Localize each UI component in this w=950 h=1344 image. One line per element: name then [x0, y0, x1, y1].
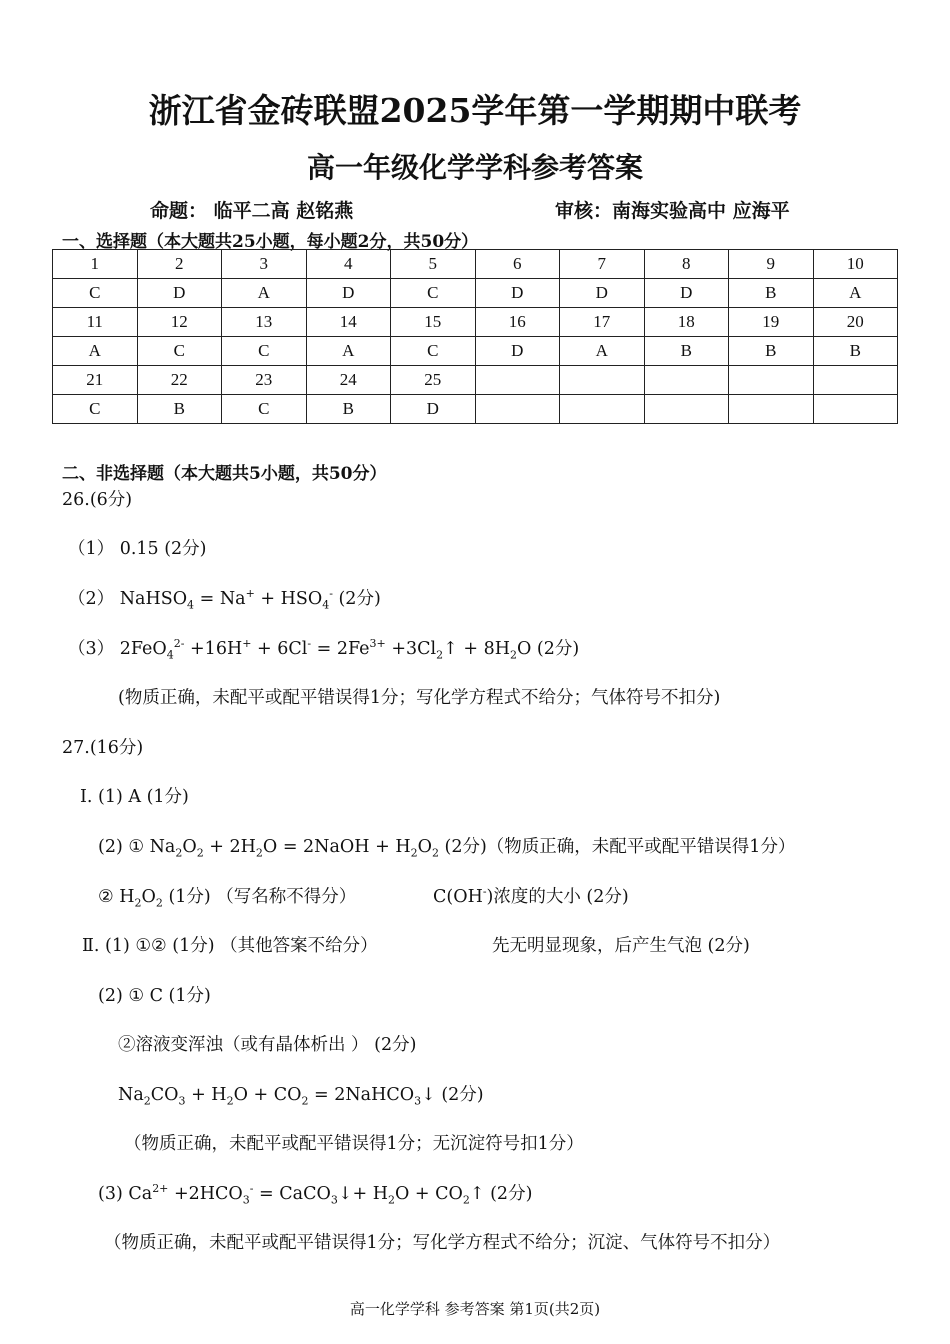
answer-cell: D — [137, 279, 222, 308]
q26-answer-3: （3） $2FeO_4^{2-} +16H^+ + 6Cl^- = 2Fe^{3+}$ $+3Cl_2↑ + 8H_2O$ (2分) — [68, 637, 580, 662]
page-footer: 高一化学学科 参考答案 第1页(共2页) — [349, 1300, 601, 1318]
answer-cell — [560, 395, 645, 424]
question-number-cell — [813, 366, 898, 395]
question-number-cell — [560, 366, 645, 395]
question-number-cell: 6 — [475, 250, 560, 279]
q27-part1-2b-right: C(OH-)浓度的大小 (2分) — [433, 885, 629, 907]
q27-part1-2b: ② $H_2O_2$ (1分) （写名称不得分） — [98, 887, 357, 910]
q27-part2-2c: $Na_2CO_3 + H_2O + CO_2$ = 2NaHCO$_3$↓ (2分) — [118, 1085, 484, 1108]
question-number-cell: 20 — [813, 308, 898, 337]
question-number-cell: 8 — [644, 250, 729, 279]
answer-cell: C — [222, 395, 307, 424]
question-number-cell: 14 — [306, 308, 391, 337]
q27-part2-2b: ②溶液变浑浊（或有晶体析出 ） (2分) — [118, 1035, 417, 1055]
question-number-cell: 12 — [137, 308, 222, 337]
answer-cell: C — [137, 337, 222, 366]
question-number-cell: 19 — [729, 308, 814, 337]
answer-cell — [729, 395, 814, 424]
q27-label: 27.(16分) — [62, 738, 144, 758]
answer-cell — [644, 395, 729, 424]
answer-cell: B — [306, 395, 391, 424]
q27-part2-2-note: （物质正确，未配平或配平错误得1分；无沉淀符号扣1分） — [124, 1134, 584, 1154]
q27-part2-1: Ⅱ. (1) ①② (1分) （其他答案不给分） — [82, 936, 378, 956]
answer-cell: D — [306, 279, 391, 308]
q26-note: (物质正确，未配平或配平错误得1分；写化学方程式不给分；气体符号不扣分) — [118, 688, 721, 708]
answer-cell: C — [222, 337, 307, 366]
question-number-cell: 18 — [644, 308, 729, 337]
answer-cell: A — [306, 337, 391, 366]
document-title: 浙江省金砖联盟2025学年第一学期期中联考 — [148, 91, 802, 130]
question-number-cell: 21 — [53, 366, 138, 395]
question-number-cell — [475, 366, 560, 395]
question-number-cell: 7 — [560, 250, 645, 279]
question-number-cell: 13 — [222, 308, 307, 337]
answer-row — [53, 337, 898, 366]
question-number-cell: 4 — [306, 250, 391, 279]
answer-cell: B — [729, 337, 814, 366]
answer-cell: B — [813, 337, 898, 366]
answer-cell: C — [391, 279, 476, 308]
answer-cell: B — [137, 395, 222, 424]
question-number-row — [53, 250, 898, 279]
author-line: 命题： 临平二高 赵铭燕 — [150, 200, 354, 222]
answer-row — [53, 279, 898, 308]
answer-cell: B — [644, 337, 729, 366]
question-number-cell: 24 — [306, 366, 391, 395]
question-number-cell: 15 — [391, 308, 476, 337]
answer-cell: D — [391, 395, 476, 424]
question-number-cell: 10 — [813, 250, 898, 279]
section1-heading: 一、选择题（本大题共25小题，每小题2分，共50分） — [62, 232, 479, 252]
question-number-cell: 2 — [137, 250, 222, 279]
answer-table — [52, 249, 898, 424]
answer-row — [53, 395, 898, 424]
question-number-cell: 1 — [53, 250, 138, 279]
question-number-cell — [644, 366, 729, 395]
q26-answer-2: （2） NaHSO$_4$ = $Na^+ + HSO_4^-$ (2分) — [68, 587, 381, 612]
q27-part1-1: Ⅰ. (1) A (1分) — [80, 787, 189, 807]
question-number-cell: 23 — [222, 366, 307, 395]
answer-cell: D — [475, 279, 560, 308]
q27-part2-2: (2) ① C (1分) — [98, 986, 211, 1006]
answer-cell: C — [53, 395, 138, 424]
q26-answer-1: （1） 0.15 (2分) — [68, 539, 207, 559]
question-number-cell: 5 — [391, 250, 476, 279]
answer-cell: C — [391, 337, 476, 366]
answer-cell — [813, 395, 898, 424]
q27-part2-1-right: 先无明显现象，后产生气泡 (2分) — [492, 936, 750, 956]
question-number-row — [53, 308, 898, 337]
question-number-cell: 17 — [560, 308, 645, 337]
document-subtitle: 高一年级化学学科参考答案 — [306, 151, 643, 184]
q27-part2-3: (3) $Ca^{2+} +2HCO_3^-$ = CaCO$_3$↓+ $H_2O$ + $CO_2↑$ (2分) — [98, 1182, 533, 1207]
question-number-cell: 11 — [53, 308, 138, 337]
question-number-cell — [729, 366, 814, 395]
question-number-cell: 22 — [137, 366, 222, 395]
question-number-cell: 9 — [729, 250, 814, 279]
question-number-cell: 3 — [222, 250, 307, 279]
q26-label: 26.(6分) — [62, 490, 133, 510]
answer-cell: D — [475, 337, 560, 366]
answer-cell: D — [644, 279, 729, 308]
question-number-row — [53, 366, 898, 395]
answer-cell: A — [222, 279, 307, 308]
question-number-cell: 25 — [391, 366, 476, 395]
answer-cell: D — [560, 279, 645, 308]
answer-cell: A — [560, 337, 645, 366]
reviewer-line: 审核：南海实验高中 应海平 — [555, 200, 790, 222]
answer-cell — [475, 395, 560, 424]
section2-heading: 二、非选择题（本大题共5小题，共50分） — [62, 464, 387, 484]
answer-cell: C — [53, 279, 138, 308]
answer-cell: B — [729, 279, 814, 308]
answer-cell: A — [813, 279, 898, 308]
q27-part1-2: (2) ① $Na_2O_2 + 2H_2O$ = 2NaOH + $H_2O_2$ (2分)（物质正确，未配平或配平错误得1分） — [98, 837, 796, 860]
q27-part2-3-note: （物质正确，未配平或配平错误得1分；写化学方程式不给分；沉淀、气体符号不扣分） — [104, 1233, 781, 1253]
answer-cell: A — [53, 337, 138, 366]
question-number-cell: 16 — [475, 308, 560, 337]
